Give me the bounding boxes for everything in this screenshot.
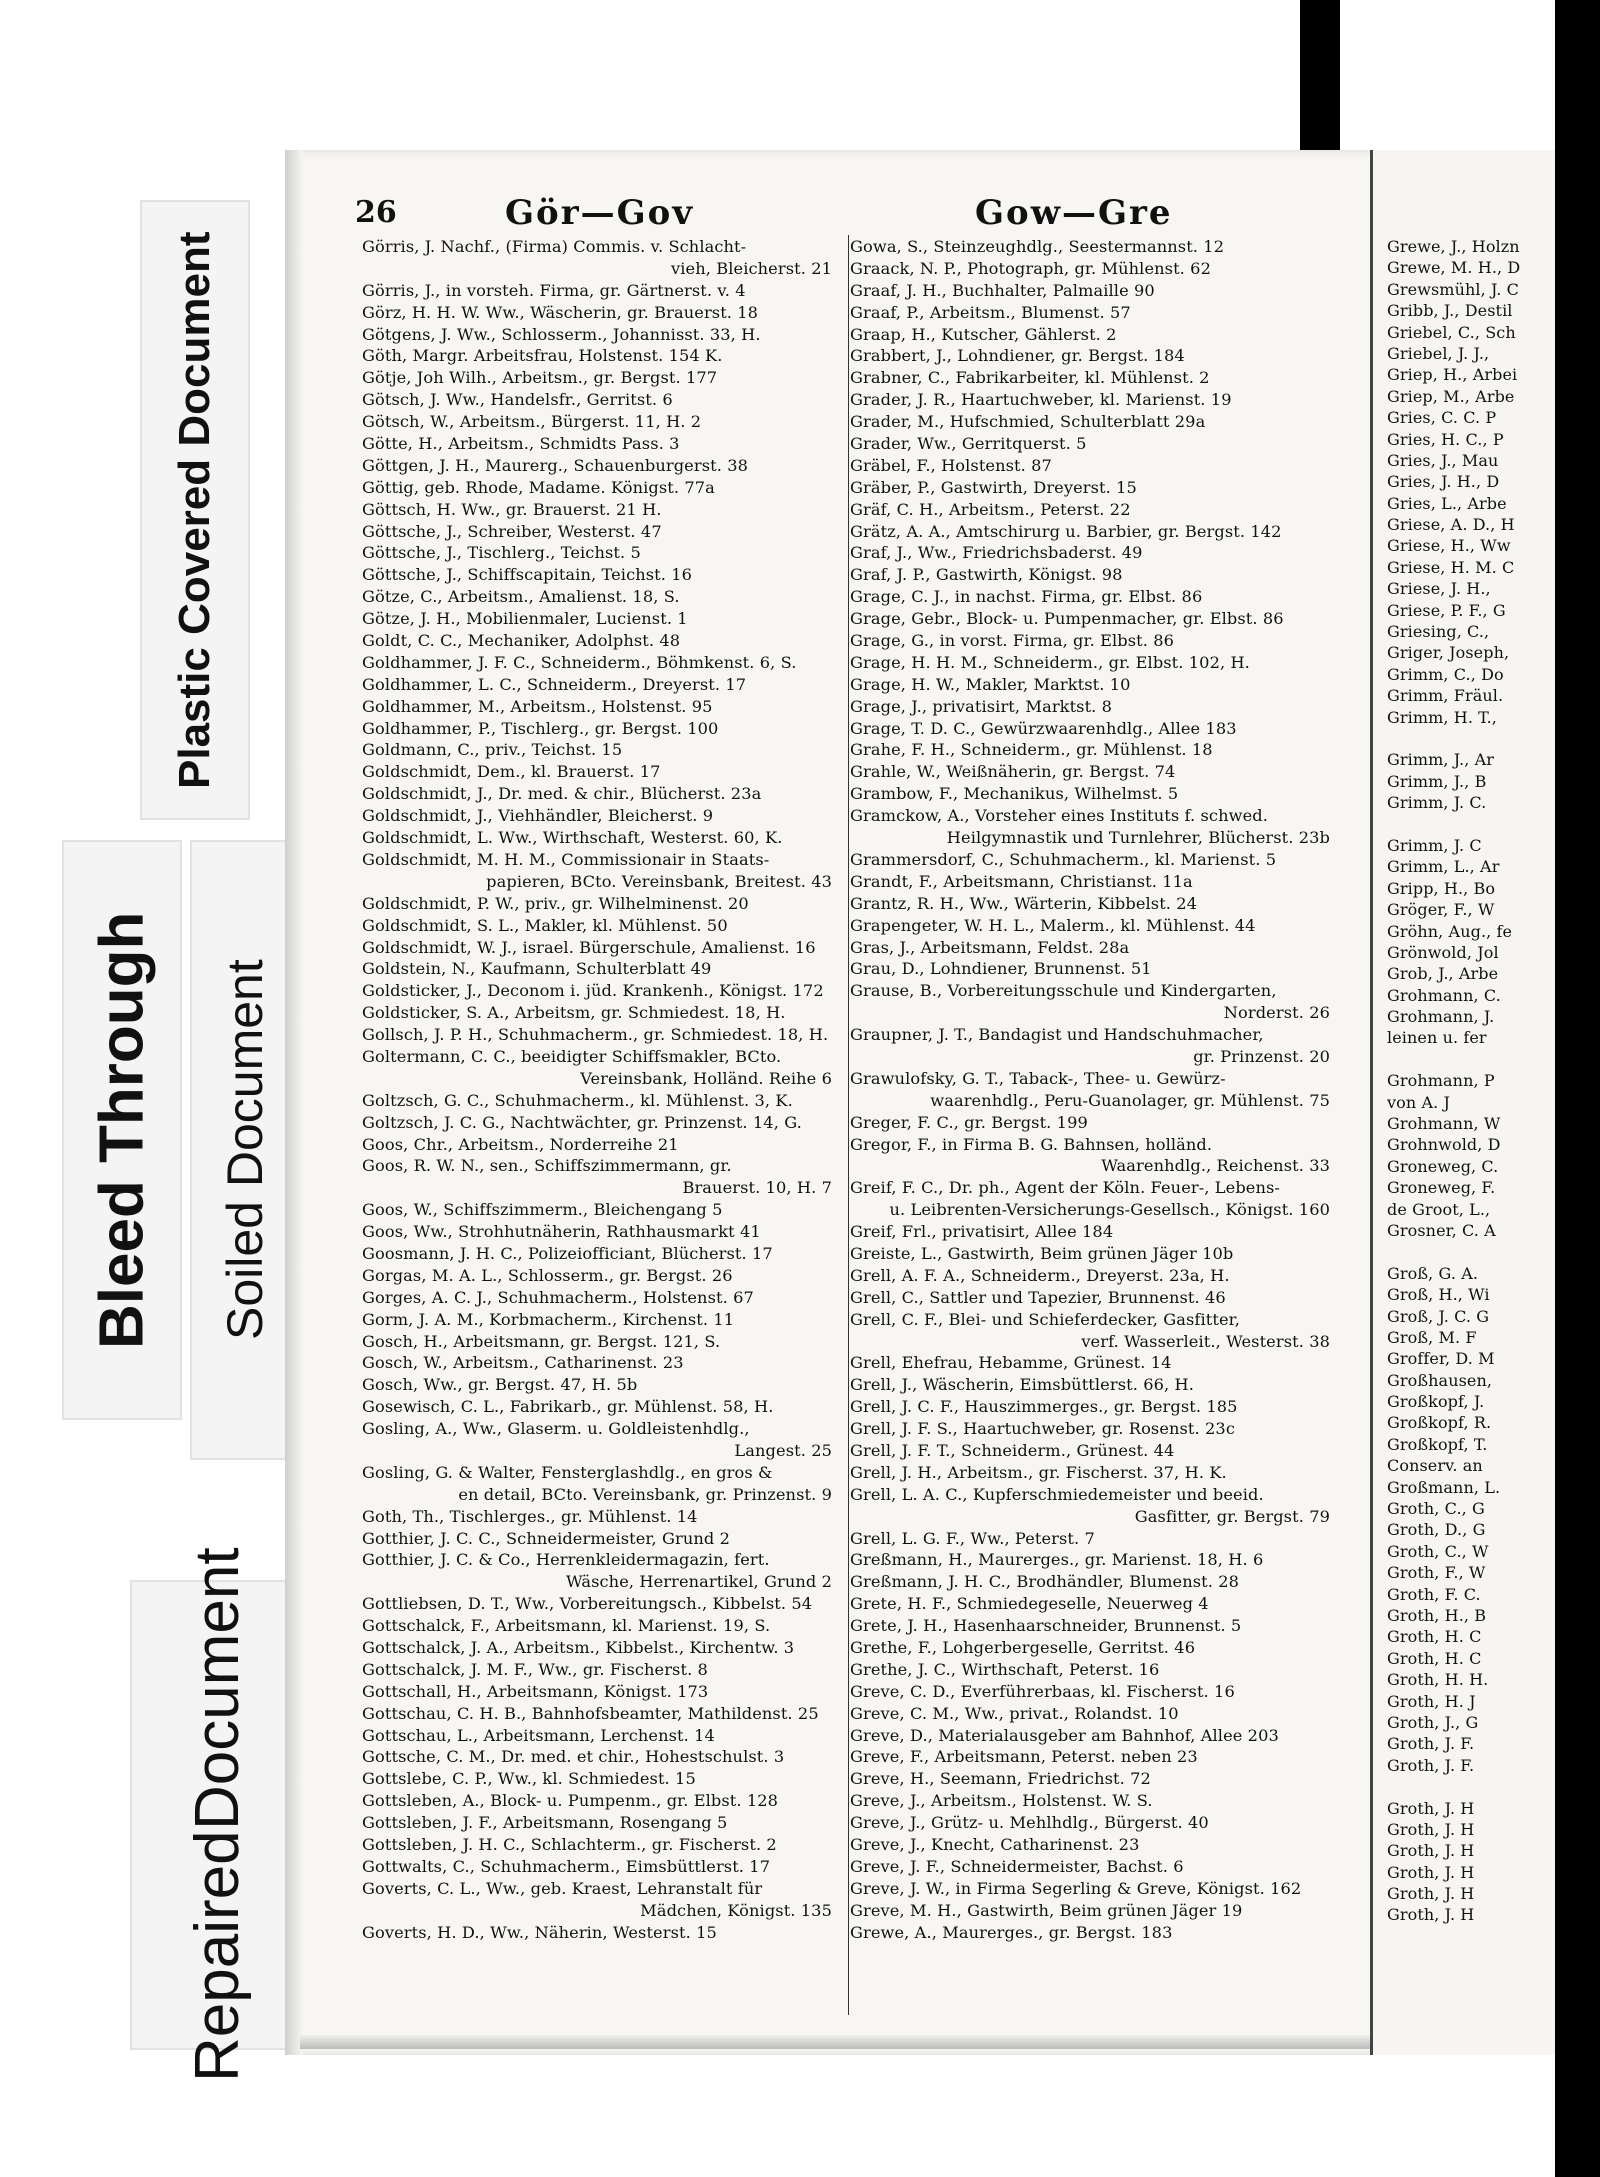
directory-entry: Gosling, A., Ww., Glaserm. u. Goldleistenhdlg.,	[362, 1419, 750, 1439]
directory-entry: Griebel, J. J.,	[1387, 343, 1490, 363]
directory-entry: Götte, H., Arbeitsm., Schmidts Pass. 3	[362, 434, 680, 454]
label-plastic-covered-document	[140, 200, 250, 820]
directory-entry: Grambow, F., Mechanikus, Wilhelmst. 5	[850, 784, 1179, 804]
directory-entry: Goldsticker, J., Deconom i. jüd. Krankenh., Königst. 172	[362, 981, 824, 1001]
directory-entry: Gottsche, C. M., Dr. med. et chir., Hohestschulst. 3	[362, 1747, 785, 1767]
directory-entry: Grage, Gebr., Block- u. Pumpenmacher, gr. Elbst. 86	[850, 609, 1284, 629]
directory-entry: Grage, J., privatisirt, Marktst. 8	[850, 696, 1113, 716]
directory-entry: Grage, H. H. M., Schneiderm., gr. Elbst. 102, H.	[850, 652, 1250, 672]
directory-entry: Grönwold, Jol	[1387, 942, 1499, 962]
directory-entry: Grell, J. F. T., Schneiderm., Grünest. 44	[850, 1440, 1175, 1460]
label-repaired-document	[130, 1547, 305, 2083]
directory-entry: Greve, C. M., Ww., privat., Rolandst. 10	[850, 1703, 1179, 1723]
directory-entry: de Groot, L.,	[1387, 1199, 1491, 1219]
directory-entry: Groth, F., W	[1387, 1563, 1486, 1583]
directory-entry: Goldhammer, J. F. C., Schneiderm., Böhmkenst. 6, S.	[362, 652, 797, 672]
directory-entry: Göttig, geb. Rhode, Madame. Königst. 77a	[362, 477, 715, 497]
directory-entry: Gosch, H., Arbeitsmann, gr. Bergst. 121, S.	[362, 1331, 721, 1351]
label-bleed-through	[62, 840, 182, 1420]
directory-entry: Goldschmidt, M. H. M., Commissionair in Staats-	[362, 849, 770, 869]
directory-entry: Gräf, C. H., Arbeitsm., Peterst. 22	[850, 499, 1131, 519]
directory-entry: Grawulofsky, G. T., Taback-, Thee- u. Gewürz-	[850, 1068, 1226, 1088]
directory-entry: Goltzsch, G. C., Schuhmacherm., kl. Mühlenst. 3, K.	[362, 1090, 793, 1110]
directory-entry: en detail, BCto. Vereinsbank, gr. Prinzenst. 9	[458, 1484, 832, 1504]
directory-entry: Groß, M. F	[1387, 1327, 1477, 1347]
page-header	[355, 195, 1355, 235]
directory-entry: Grimm, J. C.	[1387, 793, 1487, 813]
directory-entry: Grethe, J. C., Wirthschaft, Peterst. 16	[850, 1659, 1160, 1679]
directory-entry: Griep, H., Arbei	[1387, 365, 1518, 385]
page-number: 26	[355, 195, 397, 230]
directory-entry: Grätz, A. A., Amtschirurg u. Barbier, gr. Bergst. 142	[850, 521, 1282, 541]
label-text: Soiled Document	[217, 959, 273, 1341]
directory-entry: Groth, F. C.	[1387, 1584, 1481, 1604]
directory-entry: Götsch, J. Ww., Handelsfr., Gerritst. 6	[362, 390, 673, 410]
directory-entry: Goldschmidt, L. Ww., Wirthschaft, Westerst. 60, K.	[362, 828, 783, 848]
directory-entry: Goldschmidt, Dem., kl. Brauerst. 17	[362, 762, 661, 782]
directory-entry: Goltzsch, J. C. G., Nachtwächter, gr. Prinzenst. 14, G.	[362, 1112, 802, 1132]
directory-entry: Groth, J., G	[1387, 1712, 1479, 1732]
directory-entry: Goldhammer, L. C., Schneiderm., Dreyerst. 17	[362, 674, 747, 694]
directory-entry: Groth, J. H	[1387, 1841, 1475, 1861]
directory-entry: Grapengeter, W. H. L., Malerm., kl. Mühlenst. 44	[850, 915, 1256, 935]
directory-entry: Graf, J., Ww., Friedrichsbaderst. 49	[850, 543, 1143, 563]
directory-entry: Großhausen,	[1387, 1370, 1493, 1390]
directory-entry: Goldhammer, M., Arbeitsm., Holstenst. 95	[362, 696, 713, 716]
directory-entry: Gripp, H., Bo	[1387, 878, 1496, 898]
directory-entry: Grage, G., in vorst. Firma, gr. Elbst. 86	[850, 631, 1175, 651]
directory-entry: Grimm, J., Ar	[1387, 750, 1494, 770]
directory-entry: Conserv. an	[1387, 1456, 1483, 1476]
directory-entry: Gorm, J. A. M., Korbmacherm., Kirchenst. 11	[362, 1309, 735, 1329]
directory-entry: Goldschmidt, J., Dr. med. & chir., Blücherst. 23a	[362, 784, 762, 804]
directory-entry: Griese, J. H.,	[1387, 579, 1491, 599]
directory-entry: Görris, J., in vorsteh. Firma, gr. Gärtnerst. v. 4	[362, 280, 746, 300]
directory-entry: Greve, H., Seemann, Friedrichst. 72	[850, 1769, 1151, 1789]
directory-entry: Groth, J. F.	[1387, 1755, 1475, 1775]
directory-entry: Goldschmidt, J., Viehhändler, Bleicherst. 9	[362, 806, 714, 826]
directory-entry: Gramckow, A., Vorsteher eines Instituts f. schwed.	[850, 806, 1268, 826]
directory-entry: Grohmann, C.	[1387, 985, 1501, 1005]
directory-entry: papieren, BCto. Vereinsbank, Breitest. 43	[486, 871, 832, 891]
directory-entry: Großkopf, R.	[1387, 1413, 1492, 1433]
page-gutter-shadow	[285, 150, 303, 2055]
left-column	[362, 236, 832, 1943]
directory-entry: Gollsch, J. P. H., Schuhmacherm., gr. Schmiedest. 18, H.	[362, 1025, 829, 1045]
directory-entry: Gosch, Ww., gr. Bergst. 47, H. 5b	[362, 1375, 638, 1395]
directory-entry: u. Leibrenten-Versicherungs-Gesellsch., Königst. 160	[889, 1200, 1330, 1220]
label-text: Plastic Covered Document	[170, 231, 219, 789]
directory-entry: Göth, Margr. Arbeitsfrau, Holstenst. 154 K.	[362, 346, 723, 366]
directory-entry: Greve, F., Arbeitsmann, Peterst. neben 23	[850, 1747, 1198, 1767]
directory-entry: Gosch, W., Arbeitsm., Catharinenst. 23	[362, 1353, 684, 1373]
directory-entry: Grell, A. F. A., Schneiderm., Dreyerst. 23a, H.	[850, 1265, 1230, 1285]
directory-entry: Grabbert, J., Lohndiener, gr. Bergst. 184	[850, 346, 1185, 366]
directory-entry: Groth, J. H	[1387, 1862, 1475, 1882]
directory-entry: Goldhammer, P., Tischlerg., gr. Bergst. 100	[362, 718, 719, 738]
column-divider	[848, 235, 849, 2015]
directory-entry: Großkopf, J.	[1387, 1392, 1485, 1412]
top-black-strip	[1300, 0, 1340, 150]
directory-entry: Goldschmidt, S. L., Makler, kl. Mühlenst. 50	[362, 915, 728, 935]
directory-entry: Greve, M. H., Gastwirth, Beim grünen Jäger 19	[850, 1900, 1243, 1920]
directory-entry: Gowa, S., Steinzeughdlg., Seestermannst. 12	[850, 237, 1225, 256]
directory-entry: Grahe, F. H., Schneiderm., gr. Mühlenst. 18	[850, 740, 1213, 760]
directory-entry: Gotthier, J. C. C., Schneidermeister, Grund 2	[362, 1528, 731, 1548]
directory-entry: Gottwalts, C., Schuhmacherm., Eimsbüttlerst. 17	[362, 1856, 771, 1876]
directory-entry: Groß, H., Wi	[1387, 1285, 1490, 1305]
spacer	[1387, 1241, 1560, 1262]
directory-entry: Gottschau, L., Arbeitsmann, Lerchenst. 14	[362, 1725, 715, 1745]
directory-entry: Griese, A. D., H	[1387, 515, 1515, 535]
directory-entry: Grantz, R. H., Ww., Wärterin, Kibbelst. 24	[850, 893, 1198, 913]
directory-entry: Heilgymnastik und Turnlehrer, Blücherst. 23b	[946, 828, 1330, 848]
directory-entry: Grell, J., Wäscherin, Eimsbüttlerst. 66, H.	[850, 1375, 1194, 1395]
directory-entry: Grewsmühl, J. C	[1387, 279, 1519, 299]
directory-entry: Groneweg, F.	[1387, 1178, 1496, 1198]
directory-entry: Griese, H. M. C	[1387, 557, 1515, 577]
directory-entry: Groth, J. H	[1387, 1798, 1475, 1818]
directory-entry: Brauerst. 10, H. 7	[682, 1178, 832, 1198]
directory-entry: Gosewisch, C. L., Fabrikarb., gr. Mühlenst. 58, H.	[362, 1397, 774, 1417]
directory-entry: Grimm, Fräul.	[1387, 686, 1504, 706]
directory-entry: Grimm, L., Ar	[1387, 857, 1500, 877]
directory-entry: Groth, H. C	[1387, 1627, 1482, 1647]
directory-entry: Göttsche, J., Schreiber, Westerst. 47	[362, 521, 662, 541]
directory-entry: Greiste, L., Gastwirth, Beim grünen Jäger 10b	[850, 1243, 1234, 1263]
directory-entry: Grell, L. G. F., Ww., Peterst. 7	[850, 1528, 1095, 1548]
directory-entry: Gorgas, M. A. L., Schlosserm., gr. Bergst. 26	[362, 1265, 733, 1285]
directory-entry: Gries, L., Arbe	[1387, 493, 1507, 513]
directory-entry: Greve, J., Arbeitsm., Holstenst. W. S.	[850, 1791, 1153, 1811]
right-column	[850, 236, 1330, 1943]
directory-entry: Grethe, F., Lohgerbergeselle, Gerritst. 46	[850, 1638, 1196, 1657]
directory-entry: Goth, Th., Tischlerges., gr. Mühlenst. 14	[362, 1506, 698, 1526]
directory-entry: Goos, R. W. N., sen., Schiffszimmermann, gr.	[362, 1156, 732, 1176]
running-head-left: Gör—Gov	[505, 193, 695, 233]
running-head-right: Gow—Gre	[975, 193, 1173, 233]
directory-entry: Goos, Ww., Strohhutnäherin, Rathhausmarkt 41	[362, 1222, 761, 1242]
directory-entry: Gräber, P., Gastwirth, Dreyerst. 15	[850, 477, 1137, 497]
label-text-line-1: Repaired	[182, 1830, 252, 2083]
directory-entry: Großkopf, T.	[1387, 1434, 1488, 1454]
directory-entry: Gottschall, H., Arbeitsmann, Königst. 173	[362, 1681, 709, 1701]
directory-entry: Groth, H. H.	[1387, 1670, 1489, 1690]
directory-entry: Grell, C., Sattler und Tapezier, Brunnenst. 46	[850, 1287, 1226, 1307]
page-bottom-edge	[300, 2035, 1405, 2049]
directory-entry: Groth, J. H	[1387, 1819, 1475, 1839]
directory-entry: Grell, L. A. C., Kupferschmiedemeister und beeid.	[850, 1484, 1264, 1504]
directory-entry: Gries, J. H., D	[1387, 472, 1500, 492]
directory-entry: Groth, J. H	[1387, 1905, 1475, 1925]
directory-entry: Grewe, J., Holzn	[1387, 237, 1520, 256]
directory-entry: Goverts, C. L., Ww., geb. Kraest, Lehranstalt für	[362, 1878, 763, 1898]
directory-entry: Waarenhdlg., Reichenst. 33	[1101, 1156, 1330, 1176]
directory-entry: Goos, W., Schiffszimmerm., Bleichengang 5	[362, 1200, 723, 1220]
adjacent-page	[1370, 150, 1560, 2055]
directory-entry: Gasfitter, gr. Bergst. 79	[1134, 1506, 1330, 1526]
directory-entry: Grause, B., Vorbereitungsschule und Kindergarten,	[850, 981, 1277, 1001]
directory-entry: Greger, F. C., gr. Bergst. 199	[850, 1112, 1088, 1132]
directory-entry: Groß, J. C. G	[1387, 1306, 1490, 1326]
directory-entry: Goldschmidt, W. J., israel. Bürgerschule, Amalienst. 16	[362, 937, 816, 957]
directory-entry: Gottslebe, C. P., Ww., kl. Schmiedest. 15	[362, 1769, 696, 1789]
directory-entry: Gottschalck, J. M. F., Ww., gr. Fischerst. 8	[362, 1659, 708, 1679]
directory-entry: Grohnwold, D	[1387, 1135, 1501, 1155]
directory-entry: Gras, J., Arbeitsmann, Feldst. 28a	[850, 937, 1130, 957]
directory-entry: Görris, J. Nachf., (Firma) Commis. v. Schlacht-	[362, 237, 747, 256]
directory-entry: Gorges, A. C. J., Schuhmacherm., Holstenst. 67	[362, 1287, 754, 1307]
directory-entry: Gottsleben, J. F., Arbeitsmann, Rosengang 5	[362, 1813, 728, 1833]
directory-entry: Groth, C., W	[1387, 1541, 1489, 1561]
directory-entry: Goverts, H. D., Ww., Näherin, Westerst. 15	[362, 1922, 717, 1942]
directory-entry: Gries, J., Mau	[1387, 450, 1499, 470]
directory-entry: Groth, H., B	[1387, 1606, 1487, 1625]
directory-entry: Göttgen, J. H., Maurerg., Schauenburgerst. 38	[362, 455, 748, 475]
directory-entry: Greve, C. D., Everführerbaas, kl. Fischerst. 16	[850, 1681, 1235, 1701]
directory-entry: Großmann, L.	[1387, 1477, 1501, 1497]
directory-entry: Gries, C. C. P	[1387, 408, 1497, 428]
directory-entry: Gottschalck, F., Arbeitsmann, kl. Marienst. 19, S.	[362, 1616, 771, 1636]
directory-entry: Griesing, C.,	[1387, 622, 1490, 642]
label-soiled-document	[190, 840, 300, 1460]
directory-entry: gr. Prinzenst. 20	[1193, 1046, 1330, 1066]
directory-entry: Grader, Ww., Gerritquerst. 5	[850, 434, 1087, 454]
directory-entry: Goosmann, J. H. C., Polizeiofficiant, Blücherst. 17	[362, 1243, 773, 1263]
directory-entry: Groneweg, C.	[1387, 1156, 1499, 1176]
directory-entry: Grohmann, J.	[1387, 1007, 1495, 1027]
directory-entry: Grell, Ehefrau, Hebamme, Grünest. 14	[850, 1353, 1172, 1373]
directory-entry: Langest. 25	[734, 1440, 832, 1460]
directory-entry: Göttsche, J., Schiffscapitain, Teichst. 16	[362, 565, 693, 585]
directory-entry: Greßmann, J. H. C., Brodhändler, Blumenst. 28	[850, 1572, 1240, 1592]
directory-entry: Graupner, J. T., Bandagist und Handschuhmacher,	[850, 1025, 1264, 1045]
directory-entry: Greve, J. F., Schneidermeister, Bachst. 6	[850, 1856, 1184, 1876]
directory-entry: Götze, J. H., Mobilienmaler, Lucienst. 1	[362, 609, 688, 629]
directory-entry: Gries, H. C., P	[1387, 429, 1504, 449]
directory-entry: Greve, J., Grütz- u. Mehlhdlg., Bürgerst. 40	[850, 1813, 1209, 1833]
directory-entry: Gribb, J., Destil	[1387, 301, 1513, 321]
directory-entry: verf. Wasserleit., Westerst. 38	[1081, 1331, 1330, 1351]
directory-entry: Groth, J. F.	[1387, 1734, 1475, 1754]
directory-entry: Graap, H., Kutscher, Gählerst. 2	[850, 324, 1117, 344]
directory-entry: Goldschmidt, P. W., priv., gr. Wilhelminenst. 20	[362, 893, 749, 913]
directory-entry: Grage, T. D. C., Gewürzwaarenhdlg., Allee 183	[850, 718, 1237, 738]
directory-entry: Groth, H. C	[1387, 1648, 1482, 1668]
directory-entry: Griger, Joseph,	[1387, 643, 1510, 663]
directory-entry: Goldt, C. C., Mechaniker, Adolphst. 48	[362, 631, 681, 651]
spacer	[1387, 1049, 1560, 1070]
directory-entry: Gottsleben, J. H. C., Schlachterm., gr. Fischerst. 2	[362, 1835, 777, 1855]
directory-entry: Grohmann, P	[1387, 1071, 1495, 1091]
directory-entry: Grell, J. C. F., Hauszimmerges., gr. Bergst. 185	[850, 1397, 1238, 1417]
directory-entry: Griebel, C., Sch	[1387, 322, 1516, 342]
right-black-strip	[1555, 0, 1600, 2177]
directory-entry: Grell, J. F. S., Haartuchweber, gr. Rosenst. 23c	[850, 1419, 1235, 1439]
directory-entry: Gottschalck, J. A., Arbeitsm., Kibbelst., Kirchentw. 3	[362, 1638, 795, 1657]
directory-entry: Grell, J. H., Arbeitsm., gr. Fischerst. 37, H. K.	[850, 1462, 1227, 1482]
directory-entry: Götze, C., Arbeitsm., Amalienst. 18, S.	[362, 587, 680, 607]
directory-entry: Götje, Joh Wilh., Arbeitsm., gr. Bergst. 177	[362, 368, 718, 388]
directory-entry: Groffer, D. M	[1387, 1349, 1495, 1369]
directory-entry: Graaf, J. H., Buchhalter, Palmaille 90	[850, 280, 1155, 300]
directory-entry: Goldsticker, S. A., Arbeitsm, gr. Schmiedest. 18, H.	[362, 1003, 786, 1023]
directory-entry: Gotthier, J. C. & Co., Herrenkleidermagazin, fert.	[362, 1550, 770, 1570]
directory-entry: Grosner, C. A	[1387, 1220, 1496, 1240]
directory-entry: Goos, Chr., Arbeitsm., Norderreihe 21	[362, 1134, 679, 1154]
directory-entry: Groth, J. H	[1387, 1884, 1475, 1904]
directory-entry: Grader, J. R., Haartuchweber, kl. Marienst. 19	[850, 390, 1232, 410]
directory-entry: Mädchen, Königst. 135	[640, 1900, 832, 1920]
directory-entry: Grahle, W., Weißnäherin, gr. Bergst. 74	[850, 762, 1176, 782]
directory-entry: Greve, J. W., in Firma Segerling & Greve, Königst. 162	[850, 1878, 1302, 1898]
directory-entry: Gosling, G. & Walter, Fensterglashdlg., en gros &	[362, 1462, 773, 1482]
directory-entry: Goldstein, N., Kaufmann, Schulterblatt 49	[362, 959, 712, 979]
directory-entry: Gregor, F., in Firma B. G. Bahnsen, holländ.	[850, 1134, 1213, 1154]
directory-entry: Groth, C., G	[1387, 1499, 1485, 1519]
directory-entry: Grob, J., Arbe	[1387, 964, 1499, 984]
directory-entry: Greve, J., Knecht, Catharinenst. 23	[850, 1835, 1140, 1855]
directory-entry: Norderst. 26	[1223, 1003, 1330, 1023]
directory-entry: Griese, H., Ww	[1387, 536, 1511, 556]
directory-entry: Groth, H. J	[1387, 1691, 1476, 1711]
adjacent-page-column	[1387, 236, 1560, 1926]
directory-entry: Göttsch, H. Ww., gr. Brauerst. 21 H.	[362, 499, 662, 519]
directory-entry: Griese, P. F., G	[1387, 600, 1506, 620]
label-text-line-2: Document	[182, 1547, 252, 1831]
directory-entry: Graaf, P., Arbeitsm., Blumenst. 57	[850, 302, 1131, 322]
directory-entry: vieh, Bleicherst. 21	[671, 258, 832, 278]
directory-entry: Grammersdorf, C., Schuhmacherm., kl. Marienst. 5	[850, 849, 1277, 869]
directory-entry: Wäsche, Herrenartikel, Grund 2	[566, 1572, 832, 1592]
spacer	[1387, 1776, 1560, 1797]
directory-entry: waarenhdlg., Peru-Guanolager, gr. Mühlenst. 75	[930, 1090, 1330, 1110]
directory-entry: Griep, M., Arbe	[1387, 386, 1515, 406]
directory-entry: von A. J	[1387, 1092, 1451, 1112]
directory-entry: Grete, J. H., Hasenhaarschneider, Brunnenst. 5	[850, 1616, 1242, 1636]
directory-entry: Grewe, A., Maurerges., gr. Bergst. 183	[850, 1922, 1173, 1942]
directory-entry: Groth, D., G	[1387, 1520, 1486, 1540]
directory-entry: leinen u. fer	[1387, 1028, 1487, 1048]
directory-entry: Goltermann, C. C., beeidigter Schiffsmakler, BCto.	[362, 1046, 782, 1066]
directory-entry: Götgens, J. Ww., Schlosserm., Johannisst. 33, H.	[362, 324, 761, 344]
spacer	[1387, 728, 1560, 749]
directory-entry: Gräbel, F., Holstenst. 87	[850, 455, 1052, 475]
directory-entry: Graack, N. P., Photograph, gr. Mühlenst. 62	[850, 258, 1211, 278]
directory-entry: Gottliebsen, D. T., Ww., Vorbereitungsch., Kibbelst. 54	[362, 1594, 813, 1614]
directory-entry: Gottschau, C. H. B., Bahnhofsbeamter, Mathildenst. 25	[362, 1703, 819, 1723]
label-text: Bleed Through	[87, 911, 157, 1349]
directory-entry: Gottsleben, A., Block- u. Pumpenm., gr. Elbst. 128	[362, 1791, 779, 1811]
directory-entry: Grell, C. F., Blei- und Schieferdecker, Gasfitter,	[850, 1309, 1240, 1329]
directory-entry: Grimm, H. T.,	[1387, 707, 1497, 727]
directory-entry: Goldmann, C., priv., Teichst. 15	[362, 740, 623, 760]
directory-entry: Grimm, J., B	[1387, 771, 1487, 791]
spacer	[1387, 814, 1560, 835]
directory-entry: Grage, C. J., in nachst. Firma, gr. Elbst. 86	[850, 587, 1203, 607]
directory-entry: Greif, Frl., privatisirt, Allee 184	[850, 1222, 1114, 1242]
directory-entry: Görz, H. H. W. Ww., Wäscherin, gr. Brauerst. 18	[362, 302, 759, 322]
directory-entry: Göttsche, J., Tischlerg., Teichst. 5	[362, 543, 641, 563]
directory-entry: Grewe, M. H., D	[1387, 258, 1521, 278]
directory-entry: Graf, J. P., Gastwirth, Königst. 98	[850, 565, 1123, 585]
directory-entry: Greif, F. C., Dr. ph., Agent der Köln. Feuer-, Lebens-	[850, 1178, 1280, 1198]
directory-entry: Grage, H. W., Makler, Marktst. 10	[850, 674, 1131, 694]
directory-entry: Greve, D., Materialausgeber am Bahnhof, Allee 203	[850, 1725, 1279, 1745]
directory-entry: Greßmann, H., Maurerges., gr. Marienst. 18, H. 6	[850, 1550, 1264, 1570]
directory-entry: Grimm, J. C	[1387, 835, 1482, 855]
directory-entry: Grete, H. F., Schmiedegeselle, Neuerweg 4	[850, 1594, 1209, 1614]
directory-entry: Grohmann, W	[1387, 1114, 1501, 1134]
directory-entry: Grabner, C., Fabrikarbeiter, kl. Mühlenst. 2	[850, 368, 1210, 388]
directory-entry: Grau, D., Lohndiener, Brunnenst. 51	[850, 959, 1152, 979]
directory-entry: Grader, M., Hufschmied, Schulterblatt 29a	[850, 412, 1206, 432]
directory-entry: Gröhn, Aug., fe	[1387, 921, 1513, 941]
directory-entry: Götsch, W., Arbeitsm., Bürgerst. 11, H. 2	[362, 412, 702, 432]
directory-entry: Vereinsbank, Holländ. Reihe 6	[580, 1068, 832, 1088]
directory-entry: Groß, G. A.	[1387, 1263, 1479, 1283]
directory-entry: Gröger, F., W	[1387, 900, 1495, 920]
directory-entry: Grandt, F., Arbeitsmann, Christianst. 11a	[850, 871, 1193, 891]
directory-entry: Grimm, C., Do	[1387, 664, 1504, 684]
